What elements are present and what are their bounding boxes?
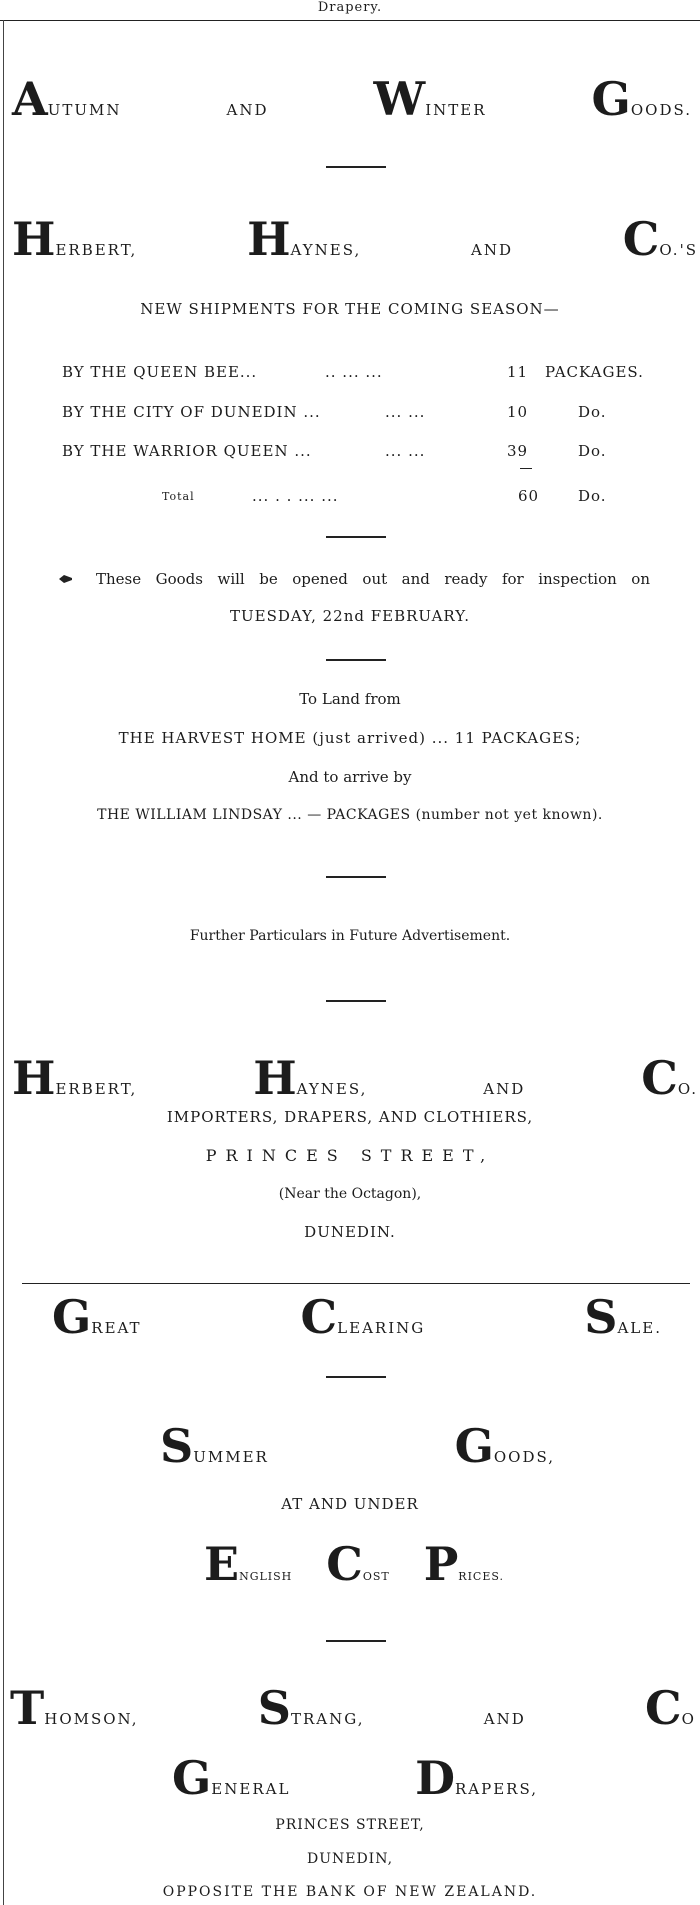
pointing-hand-icon [58, 570, 70, 580]
ad-separator-rule [22, 1283, 690, 1284]
ad3-firm-word-3: AND [483, 1710, 526, 1728]
ad3-firm-word-2: STRANG, [257, 1681, 365, 1735]
ad1-headline-word-3: WINTER [373, 72, 487, 126]
ad1-firm-name [12, 212, 698, 266]
ad1-headline-word-1: AUTUMN [12, 72, 122, 126]
ad1-headline-word-2: AND [226, 101, 269, 119]
ad3-general-drapers [172, 1751, 538, 1805]
shipment-dots: .. ... ... [325, 363, 383, 381]
shipment-dots: ... ... [385, 442, 426, 460]
total-count: 60 [518, 487, 540, 505]
ad3-at-under: AT AND UNDER [281, 1495, 419, 1513]
ad3-firm-word-4: CO [645, 1681, 696, 1735]
divider [326, 876, 386, 878]
total-unit: Do. [578, 487, 607, 505]
ad2-firm-word-4: CO. [641, 1051, 698, 1105]
ad3-english-word-1: ENGLISH [204, 1537, 293, 1591]
ad3-summer-word-1: SUMMER [160, 1419, 269, 1473]
ad3-firm-name [10, 1681, 696, 1735]
ad2-firm-word-1: HERBERT, [12, 1051, 138, 1105]
divider [326, 166, 386, 168]
notice-text: These Goods will be opened out and ready for inspection on [96, 570, 650, 588]
divider [326, 536, 386, 538]
ad1-headline [12, 72, 692, 126]
divider [326, 1000, 386, 1002]
ad3-english-word-3: PRICES. [423, 1537, 504, 1591]
ad1-firm-word-2: HAYNES, [247, 212, 362, 266]
harvest-home-line: THE HARVEST HOME (just arrived) ... 11 PACKAGES; [118, 729, 582, 747]
shipment-unit: Do. [578, 442, 607, 460]
ad3-summer-goods [160, 1419, 555, 1473]
notice-date: TUESDAY, 22nd FEBRUARY. [229, 607, 470, 625]
ad1-subheading: NEW SHIPMENTS FOR THE COMING SEASON— [140, 300, 560, 318]
ad2-street: PRINCES STREET, [205, 1146, 495, 1165]
shipment-unit: PACKAGES. [545, 363, 644, 381]
ad3-headline-word-3: SALE. [584, 1290, 662, 1344]
ad3-headline-word-1: GREAT [52, 1290, 142, 1344]
shipment-count: 39 [507, 442, 529, 460]
ad2-trade: IMPORTERS, DRAPERS, AND CLOTHIERS, [166, 1108, 534, 1126]
shipment-count: 11 [507, 363, 529, 381]
ad3-city: DUNEDIN, [306, 1851, 394, 1867]
header-rule [0, 20, 700, 21]
shipment-count: 10 [507, 403, 529, 421]
ad3-opposite: OPPOSITE THE BANK OF NEW ZEALAND. [162, 1884, 538, 1900]
total-label: Total [162, 490, 195, 503]
to-land-text: To Land from [299, 690, 401, 708]
ad2-firm-word-2: HAYNES, [253, 1051, 368, 1105]
ad3-summer-word-2: GOODS, [454, 1419, 555, 1473]
ad1-firm-word-3: AND [471, 241, 513, 259]
section-header: Drapery. [317, 0, 383, 15]
divider [326, 1376, 386, 1378]
ad3-firm-word-1: THOMSON, [10, 1681, 139, 1735]
ad3-street: PRINCES STREET, [275, 1817, 425, 1833]
further-particulars: Further Particulars in Future Advertisement. [189, 928, 511, 944]
ad3-headline [52, 1290, 662, 1344]
ad2-firm-name [12, 1051, 698, 1105]
sum-rule [520, 468, 532, 469]
ad2-city: DUNEDIN. [304, 1223, 396, 1241]
divider [326, 1640, 386, 1642]
ad3-headline-word-2: CLEARING [300, 1290, 426, 1344]
ad1-headline-word-4: GOODS. [591, 72, 692, 126]
shipment-ship: BY THE QUEEN BEE... [62, 363, 258, 381]
total-dots: ... . . ... ... [252, 487, 339, 505]
ad2-near: (Near the Octagon), [278, 1186, 422, 1202]
shipment-dots: ... ... [385, 403, 426, 421]
arrive-text: And to arrive by [288, 768, 412, 786]
ad3-english-prices [204, 1537, 504, 1591]
divider [326, 659, 386, 661]
shipment-ship: BY THE CITY OF DUNEDIN ... [62, 403, 321, 421]
william-lindsay-line: THE WILLIAM LINDSAY ... — PACKAGES (number not yet known). [97, 807, 603, 823]
ad3-english-word-2: COST [326, 1537, 390, 1591]
ad1-firm-word-4: CO.'S [622, 212, 698, 266]
ad3-general-word-1: GENERAL [172, 1751, 291, 1805]
ad3-general-word-2: DRAPERS, [415, 1751, 538, 1805]
ad1-firm-word-1: HERBERT, [12, 212, 138, 266]
shipment-unit: Do. [578, 403, 607, 421]
shipment-ship: BY THE WARRIOR QUEEN ... [62, 442, 312, 460]
ad2-firm-word-3: AND [483, 1080, 526, 1098]
